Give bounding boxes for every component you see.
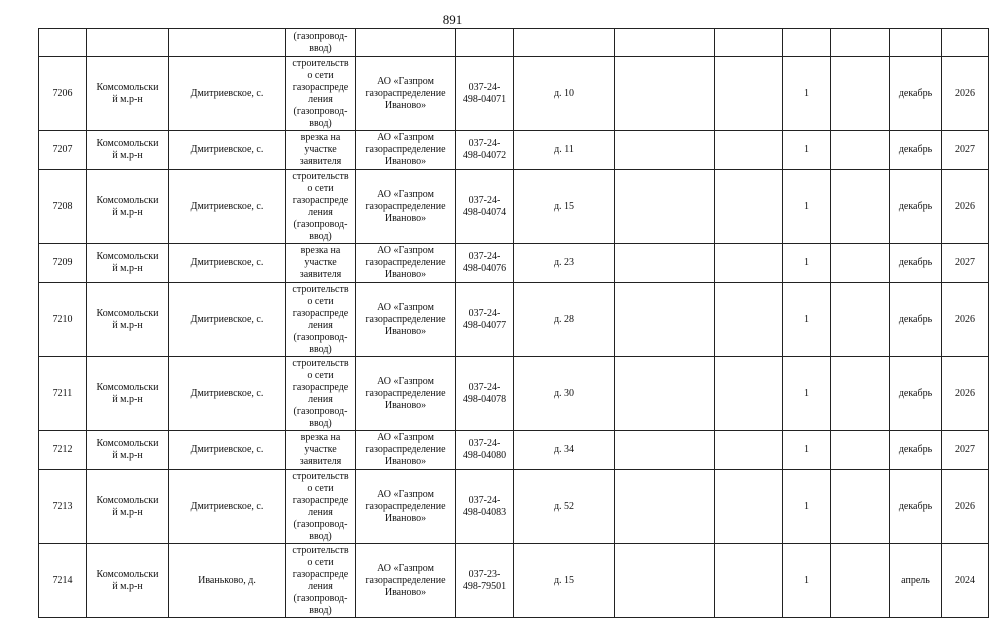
page-number: 891	[442, 12, 463, 27]
cell-work: врезка на участке заявителя	[286, 244, 356, 283]
cell-empty	[831, 431, 890, 470]
table-row	[39, 470, 989, 544]
cell-empty	[831, 357, 890, 431]
cell-empty	[715, 544, 783, 618]
cell-work: строительств о сети газораспреде ления (газопровод- ввод)	[286, 170, 356, 244]
cell-num: 7206	[39, 57, 87, 131]
cell-month: декабрь	[890, 244, 942, 283]
cell-org: АО «Газпром газораспределение Иваново»	[356, 244, 456, 283]
cell-org: АО «Газпром газораспределение Иваново»	[356, 283, 456, 357]
cell-cadastre: 037-24- 498-04078	[456, 357, 514, 431]
cell-num: 7212	[39, 431, 87, 470]
cell-empty	[831, 131, 890, 170]
cell-month: декабрь	[890, 131, 942, 170]
cell-empty	[831, 470, 890, 544]
cell-org: АО «Газпром газораспределение Иваново»	[356, 131, 456, 170]
cell-work: строительств о сети газораспреде ления (газопровод- ввод)	[286, 57, 356, 131]
cell-org: АО «Газпром газораспределение Иваново»	[356, 544, 456, 618]
cell-house: д. 10	[514, 57, 615, 131]
cell-empty	[615, 170, 715, 244]
cell-qty: 1	[783, 431, 831, 470]
cell-empty	[715, 470, 783, 544]
cell-house	[514, 29, 615, 57]
cell-empty	[715, 283, 783, 357]
cell-qty: 1	[783, 544, 831, 618]
cell-cadastre: 037-23- 498-79501	[456, 544, 514, 618]
cell-month: декабрь	[890, 283, 942, 357]
table-row	[39, 431, 989, 470]
cell-district: Комсомольски й м.р-н	[87, 544, 169, 618]
cell-district: Комсомольски й м.р-н	[87, 244, 169, 283]
cell-place: Дмитриевское, с.	[169, 170, 286, 244]
cell-qty: 1	[783, 357, 831, 431]
cell-place: Дмитриевское, с.	[169, 283, 286, 357]
cell-work: строительств о сети газораспреде ления (газопровод- ввод)	[286, 283, 356, 357]
cell-place: Иваньково, д.	[169, 544, 286, 618]
cell-place: Дмитриевское, с.	[169, 57, 286, 131]
cell-house: д. 30	[514, 357, 615, 431]
cell-work: (газопровод- ввод)	[286, 29, 356, 57]
cell-place: Дмитриевское, с.	[169, 431, 286, 470]
cell-empty	[831, 244, 890, 283]
cell-qty: 1	[783, 170, 831, 244]
cell-district: Комсомольски й м.р-н	[87, 57, 169, 131]
cell-month: декабрь	[890, 57, 942, 131]
cell-house: д. 15	[514, 544, 615, 618]
cell-place: Дмитриевское, с.	[169, 131, 286, 170]
cell-house: д. 52	[514, 470, 615, 544]
cell-empty	[615, 283, 715, 357]
cell-qty: 1	[783, 57, 831, 131]
cell-work: строительств о сети газораспреде ления (газопровод- ввод)	[286, 544, 356, 618]
cell-district: Комсомольски й м.р-н	[87, 131, 169, 170]
cell-num: 7210	[39, 283, 87, 357]
cell-empty	[715, 170, 783, 244]
cell-month: апрель	[890, 544, 942, 618]
table-row	[39, 131, 989, 170]
cell-org: АО «Газпром газораспределение Иваново»	[356, 170, 456, 244]
cell-house: д. 15	[514, 170, 615, 244]
cell-year: 2024	[942, 544, 989, 618]
cell-empty	[715, 357, 783, 431]
table-row	[39, 544, 989, 618]
cell-cadastre: 037-24- 498-04074	[456, 170, 514, 244]
cell-year: 2026	[942, 283, 989, 357]
cell-empty	[831, 29, 890, 57]
cell-district: Комсомольски й м.р-н	[87, 470, 169, 544]
cell-qty: 1	[783, 470, 831, 544]
cell-empty	[831, 544, 890, 618]
cell-year: 2027	[942, 431, 989, 470]
cell-num: 7213	[39, 470, 87, 544]
cell-num: 7214	[39, 544, 87, 618]
cell-org	[356, 29, 456, 57]
cell-cadastre: 037-24- 498-04072	[456, 131, 514, 170]
cell-empty	[615, 244, 715, 283]
cell-qty	[783, 29, 831, 57]
cell-house: д. 11	[514, 131, 615, 170]
cell-house: д. 34	[514, 431, 615, 470]
cell-place: Дмитриевское, с.	[169, 357, 286, 431]
cell-place	[169, 29, 286, 57]
cell-work: врезка на участке заявителя	[286, 131, 356, 170]
cell-num: 7209	[39, 244, 87, 283]
cell-house: д. 28	[514, 283, 615, 357]
cell-year: 2026	[942, 470, 989, 544]
cell-month: декабрь	[890, 170, 942, 244]
cell-place: Дмитриевское, с.	[169, 244, 286, 283]
cell-district: Комсомольски й м.р-н	[87, 170, 169, 244]
gasification-registry-table	[38, 28, 989, 618]
cell-place: Дмитриевское, с.	[169, 470, 286, 544]
table-row	[39, 244, 989, 283]
cell-month: декабрь	[890, 470, 942, 544]
cell-qty: 1	[783, 131, 831, 170]
cell-house: д. 23	[514, 244, 615, 283]
cell-qty: 1	[783, 283, 831, 357]
cell-work: строительств о сети газораспреде ления (газопровод- ввод)	[286, 470, 356, 544]
cell-month: декабрь	[890, 357, 942, 431]
cell-empty	[715, 57, 783, 131]
cell-cadastre: 037-24- 498-04071	[456, 57, 514, 131]
cell-work: врезка на участке заявителя	[286, 431, 356, 470]
cell-empty	[831, 283, 890, 357]
cell-cadastre: 037-24- 498-04077	[456, 283, 514, 357]
cell-org: АО «Газпром газораспределение Иваново»	[356, 357, 456, 431]
cell-qty: 1	[783, 244, 831, 283]
cell-cadastre: 037-24- 498-04083	[456, 470, 514, 544]
cell-num	[39, 29, 87, 57]
cell-cadastre	[456, 29, 514, 57]
cell-year: 2026	[942, 57, 989, 131]
cell-empty	[715, 29, 783, 57]
cell-month: декабрь	[890, 431, 942, 470]
cell-district: Комсомольски й м.р-н	[87, 357, 169, 431]
cell-empty	[831, 170, 890, 244]
cell-empty	[615, 431, 715, 470]
cell-work: строительств о сети газораспреде ления (газопровод- ввод)	[286, 357, 356, 431]
cell-year	[942, 29, 989, 57]
cell-year: 2026	[942, 170, 989, 244]
cell-month	[890, 29, 942, 57]
cell-district: Комсомольски й м.р-н	[87, 431, 169, 470]
table-row	[39, 170, 989, 244]
cell-empty	[715, 131, 783, 170]
cell-district	[87, 29, 169, 57]
cell-org: АО «Газпром газораспределение Иваново»	[356, 57, 456, 131]
cell-empty	[615, 544, 715, 618]
table-row	[39, 57, 989, 131]
cell-empty	[615, 29, 715, 57]
cell-district: Комсомольски й м.р-н	[87, 283, 169, 357]
cell-org: АО «Газпром газораспределение Иваново»	[356, 431, 456, 470]
cell-year: 2026	[942, 357, 989, 431]
cell-year: 2027	[942, 131, 989, 170]
cell-empty	[615, 470, 715, 544]
cell-empty	[715, 244, 783, 283]
cell-num: 7207	[39, 131, 87, 170]
cell-cadastre: 037-24- 498-04076	[456, 244, 514, 283]
table-row	[39, 357, 989, 431]
cell-num: 7211	[39, 357, 87, 431]
table-row	[39, 283, 989, 357]
cell-num: 7208	[39, 170, 87, 244]
cell-empty	[715, 431, 783, 470]
cell-year: 2027	[942, 244, 989, 283]
cell-org: АО «Газпром газораспределение Иваново»	[356, 470, 456, 544]
cell-cadastre: 037-24- 498-04080	[456, 431, 514, 470]
cell-empty	[615, 357, 715, 431]
cell-empty	[615, 131, 715, 170]
continued-row	[39, 29, 989, 57]
cell-empty	[615, 57, 715, 131]
cell-empty	[831, 57, 890, 131]
